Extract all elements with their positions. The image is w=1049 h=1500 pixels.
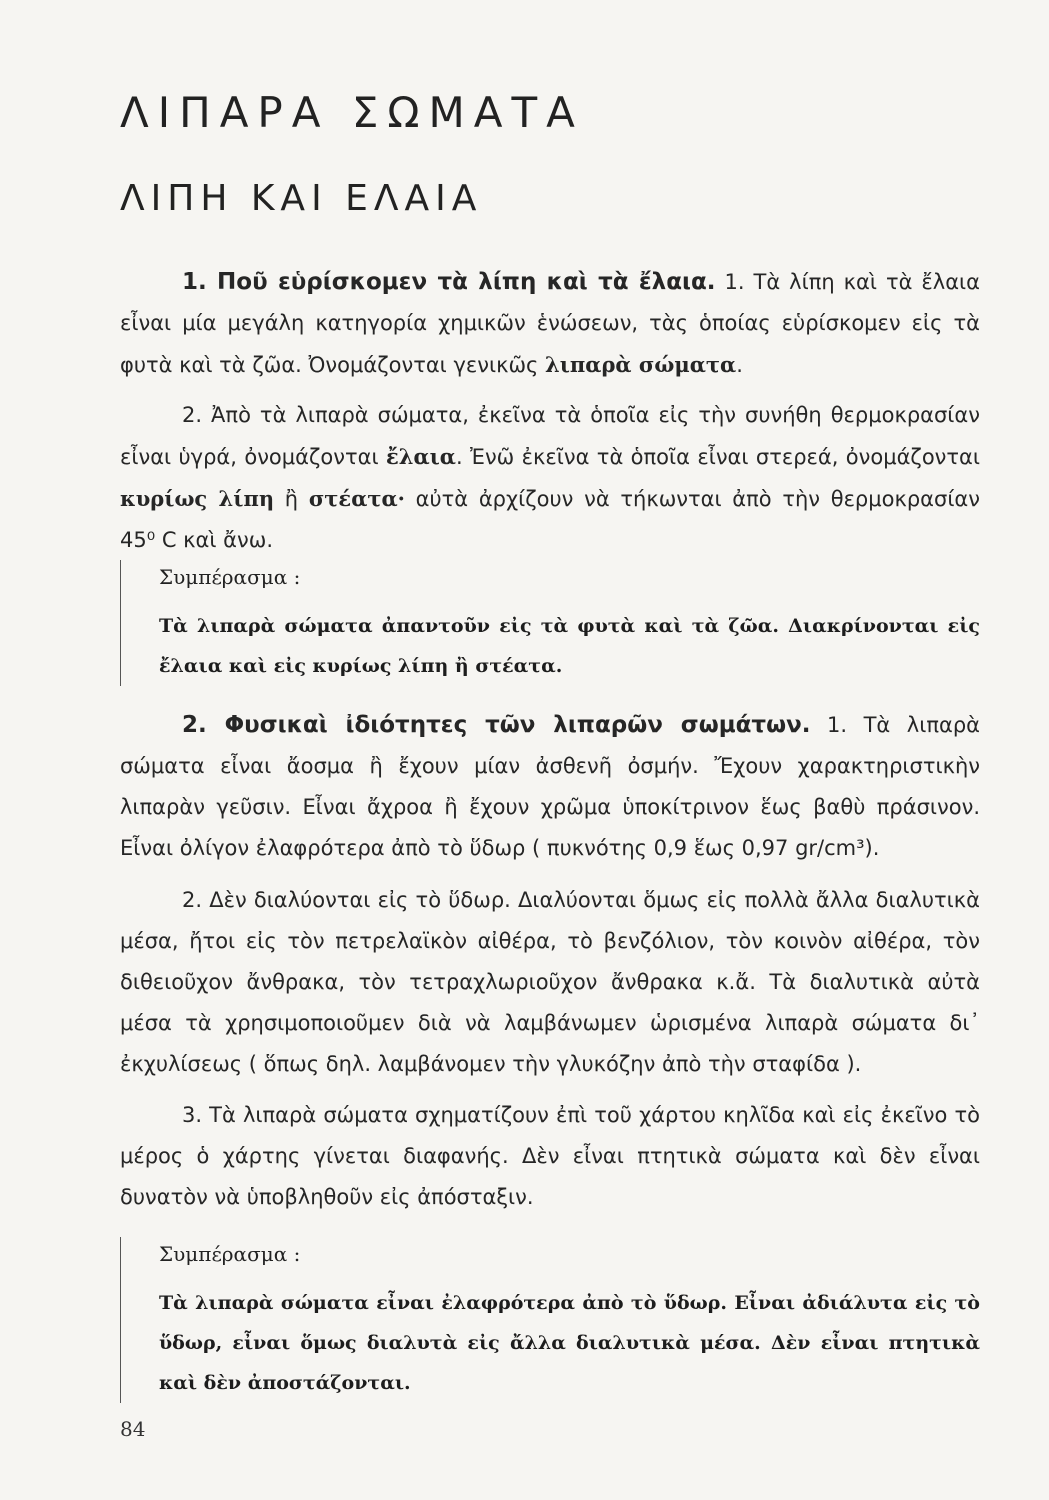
section1-p1-term: λιπαρὰ σώματα <box>545 352 737 377</box>
section1-p2-text-g: αὐτὰ ἀρχίζουν νὰ τήκωνται ἀπὸ τὴν θερμοκρασίαν 45⁰ C καὶ ἄνω. <box>120 487 980 552</box>
section1-p2-text-e: ἢ <box>274 487 309 511</box>
conclusion-box-1 <box>120 560 980 686</box>
chapter-subtitle: ΛΙΠΗ ΚΑΙ ΕΛΑΙΑ <box>120 178 483 219</box>
section1-paragraph1 <box>120 262 980 386</box>
section2-paragraph1 <box>120 705 980 869</box>
conclusion-label-2: Συμπέρασμα : <box>159 1242 301 1266</box>
section1-paragraph2 <box>120 395 980 561</box>
conclusion-label-1: Συμπέρασμα : <box>159 565 301 589</box>
section2-paragraph3: 3. Τὰ λιπαρὰ σώματα σχηματίζουν ἐπὶ τοῦ χάρτου κηλῖδα καὶ εἰς ἐκεῖνο τὸ μέρος ὁ χάρτης γίνεται διαφανής. Δὲν εἶναι πτητικὰ σώματα καὶ δὲν εἶναι δυνατὸν νὰ ὑποβληθοῦν εἰς ἀπόσταξιν. <box>120 1103 980 1209</box>
conclusion-text-2: Τὰ λιπαρὰ σώματα εἶναι ἐλαφρότερα ἀπὸ τὸ ὕδωρ. Εἶναι ἀδιάλυτα εἰς τὸ ὕδωρ, εἶναι ὅμως διαλυτὰ εἰς ἄλλα διαλυτικὰ μέσα. Δὲν εἶναι πτητικὰ καὶ δὲν ἀποστάζονται. <box>159 1292 980 1394</box>
page-number: 84 <box>120 1417 146 1441</box>
section1-heading: 1. Ποῦ εὑρίσκομεν τὰ λίπη καὶ τὰ ἔλαια. <box>182 269 716 295</box>
section1-p2-term-stearates: στέατα· <box>308 486 405 511</box>
chapter-title: ΛΙΠΑΡΑ ΣΩΜΑΤΑ <box>120 88 584 137</box>
section1-p1-text: 1. Τὰ λίπη καὶ τὰ ἔλαια εἶναι μία μεγάλη κατηγορία χημικῶν ἑνώσεων, τὰς ὁποίας εὑρίσκομεν εἰς τὰ φυτὰ καὶ τὰ ζῶα. Ὀνομάζονται γενικῶς <box>120 270 980 377</box>
section2-heading: 2. Φυσικαὶ ἰδιότητες τῶν λιπαρῶν σωμάτων. <box>182 712 811 738</box>
conclusion-box-2 <box>120 1237 980 1403</box>
section1-p2-term-fats: κυρίως λίπη <box>120 486 275 511</box>
section1-p2-text-c: . Ἐνῶ ἐκεῖνα τὰ ὁποῖα εἶναι στερεά, ὀνομάζονται <box>455 445 981 469</box>
section1-p2-term-oils: ἔλαια <box>385 444 456 469</box>
section2-paragraph2: 2. Δὲν διαλύονται εἰς τὸ ὕδωρ. Διαλύονται ὅμως εἰς πολλὰ ἄλλα διαλυτικὰ μέσα, ἤτοι εἰς τὸν πετρελαϊκὸν αἰθέρα, τὸ βενζόλιον, τὸν κοινὸν αἰθέρα, τὸν διθειοῦχον ἄνθρακα, τὸν τετραχλωριοῦχον ἄνθρακα κ.ἄ. Τὰ διαλυτικὰ αὐτὰ μέσα τὰ χρησιμοποιοῦμεν διὰ νὰ λαμβάνωμεν ὡρισμένα λιπαρὰ σώματα δι᾽ ἐκχυλίσεως ( ὅπως δηλ. λαμβάνομεν τὴν γλυκόζην ἀπὸ τὴν σταφίδα ). <box>120 888 980 1076</box>
section2-p1-text: 1. Τὰ λιπαρὰ σώματα εἶναι ἄοσμα ἢ ἔχουν μίαν ἀσθενῆ ὀσμήν. Ἔχουν χαρακτηριστικὴν λιπαρὰν γεῦσιν. Εἶναι ἄχροα ἢ ἔχουν χρῶμα ὑποκίτρινον ἕως βαθὺ πράσινον. Εἶναι ὀλίγον ἐλαφρότερα ἀπὸ τὸ ὕδωρ ( πυκνότης 0,9 ἕως 0,97 gr/cm³). <box>120 713 980 860</box>
section1-p1-end: . <box>736 353 743 377</box>
section1-p2-text-a: 2. Ἀπὸ τὰ λιπαρὰ σώματα, ἐκεῖνα τὰ ὁποῖα εἰς τὴν συνήθη θερμοκρασίαν εἶναι ὑγρά, ὀνομάζονται <box>120 403 980 469</box>
conclusion-text-1: Τὰ λιπαρὰ σώματα ἀπαντοῦν εἰς τὰ φυτὰ καὶ τὰ ζῶα. Διακρίνονται εἰς ἔλαια καὶ εἰς κυρίως λίπη ἢ στέατα. <box>159 615 980 677</box>
